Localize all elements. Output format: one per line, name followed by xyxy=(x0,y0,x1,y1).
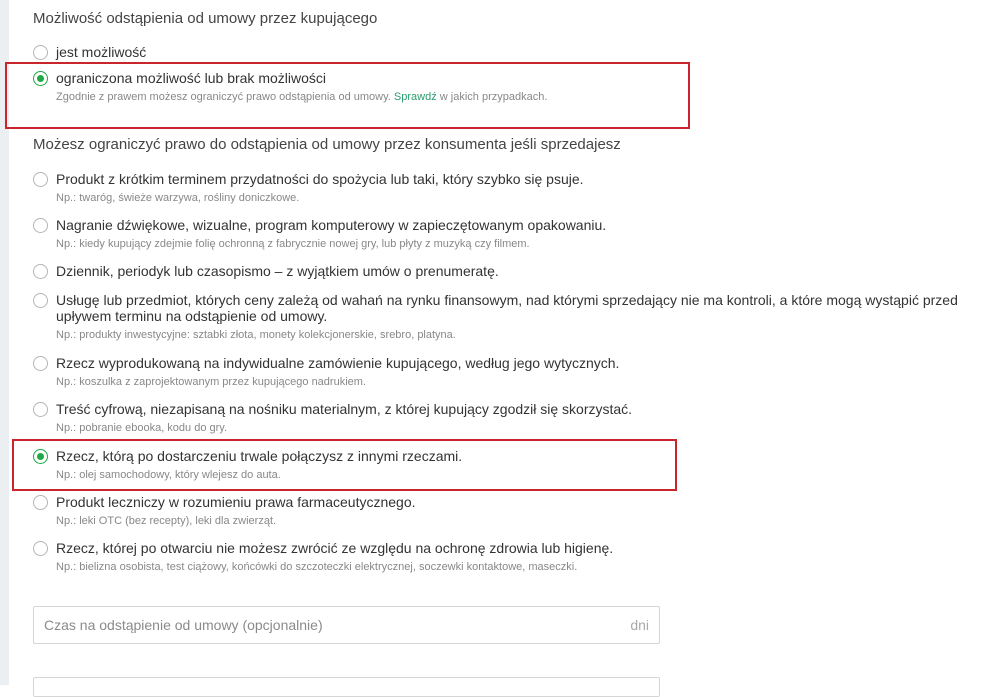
highlight-box-limited xyxy=(5,62,690,129)
radio-unchecked-icon[interactable] xyxy=(33,172,48,187)
radio-unchecked-icon[interactable] xyxy=(33,264,48,279)
option-label: jest możliwość xyxy=(56,44,147,60)
hint-text: w jakich przypadkach. xyxy=(439,91,548,103)
option-label: ograniczona możliwość lub brak możliwości xyxy=(56,70,326,86)
option-label: Usługę lub przedmiot, których ceny zależą od wahań na rynku finansowym, nad którymi sprzedający nie ma kontroli, a które mogą wystąpić przed upływem terminu na odstąpienie od umowy. xyxy=(56,292,958,324)
hint-text: Zgodnie z prawem możesz ograniczyć prawo odstąpienia od umowy. xyxy=(56,91,391,103)
option-label: Nagranie dźwiękowe, wizualne, program komputerowy w zapieczętowanym opakowaniu. xyxy=(56,217,607,233)
option-hint: Np.: olej samochodowy, który wlejesz do auta. xyxy=(56,469,281,481)
highlight-box-combined-goods xyxy=(12,439,677,491)
section-title-restrictions: Możesz ograniczyć prawo do odstąpienia od umowy przez konsumenta jeśli sprzedajesz xyxy=(33,136,621,153)
option-label: Produkt leczniczy w rozumieniu prawa farmaceutycznego. xyxy=(56,494,416,510)
radio-unchecked-icon[interactable] xyxy=(33,45,48,60)
radio-unchecked-icon[interactable] xyxy=(33,356,48,371)
option-hint: Np.: produkty inwestycyjne: sztabki złota, monety kolekcjonerskie, srebro, platyna. xyxy=(56,329,456,341)
option-hint: Np.: twaróg, świeże warzywa, rośliny doniczkowe. xyxy=(56,192,300,204)
radio-unchecked-icon[interactable] xyxy=(33,293,48,308)
withdrawal-time-field[interactable] xyxy=(33,606,660,644)
option-hint: Np.: pobranie ebooka, kodu do gry. xyxy=(56,422,228,434)
option-label: Rzecz, którą po dostarczeniu trwale połączysz z innymi rzeczami. xyxy=(56,448,463,464)
check-link[interactable]: Sprawdź xyxy=(393,91,437,103)
option-label: Treść cyfrową, niezapisaną na nośniku materialnym, z której kupujący zgodził się skorzystać. xyxy=(56,401,633,417)
option-label: Dziennik, periodyk lub czasopismo – z wyjątkiem umów o prenumeratę. xyxy=(56,263,499,279)
option-hint: Np.: leki OTC (bez recepty), leki dla zwierząt. xyxy=(56,515,277,527)
option-hint: Np.: koszulka z zaprojektowanym przez kupującego nadrukiem. xyxy=(56,376,366,388)
radio-unchecked-icon[interactable] xyxy=(33,218,48,233)
radio-unchecked-icon[interactable] xyxy=(33,495,48,510)
option-label: Rzecz, której po otwarciu nie możesz zwrócić ze względu na ochronę zdrowia lub higienę. xyxy=(56,540,614,556)
option-hint: Np.: bielizna osobista, test ciążowy, końcówki do szczoteczki elektrycznej, soczewki kontaktowe, maseczki. xyxy=(56,561,578,573)
section-title-withdrawal: Możliwość odstąpienia od umowy przez kupującego xyxy=(33,10,378,27)
withdrawal-time-input[interactable] xyxy=(44,615,604,635)
option-label: Produkt z krótkim terminem przydatności do spożycia lub taki, który szybko się psuje. xyxy=(56,171,584,187)
radio-unchecked-icon[interactable] xyxy=(33,541,48,556)
option-hint: Np.: kiedy kupujący zdejmie folię ochronną z fabrycznie nowej gry, lub płyty z muzyką czy filmem. xyxy=(56,238,530,250)
radio-unchecked-icon[interactable] xyxy=(33,402,48,417)
days-suffix: dni xyxy=(630,617,649,633)
next-field[interactable] xyxy=(33,677,660,697)
option-label: Rzecz wyprodukowaną na indywidualne zamówienie kupującego, według jego wytycznych. xyxy=(56,355,620,371)
